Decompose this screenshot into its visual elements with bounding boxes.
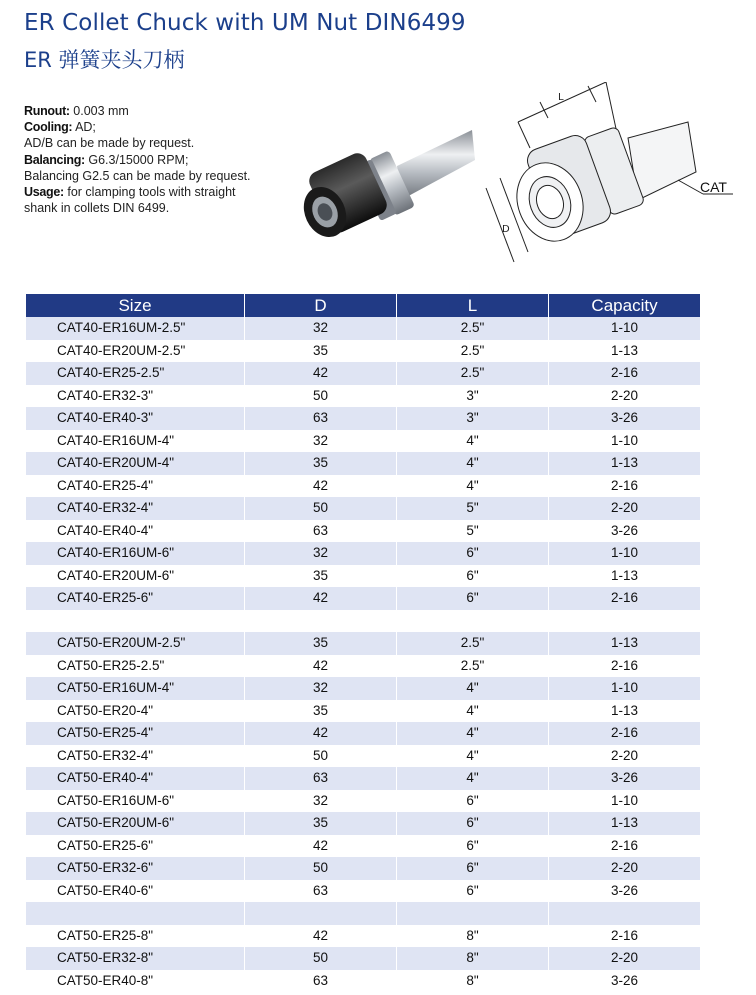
cell-capacity <box>548 902 700 925</box>
spec-table <box>26 294 700 992</box>
cell-d: 35 <box>244 812 396 835</box>
cell-size: CAT50-ER32-8" <box>26 947 244 970</box>
table-row <box>26 497 700 520</box>
cell-size: CAT50-ER25-8" <box>26 925 244 948</box>
cell-capacity: 2-16 <box>548 722 700 745</box>
cell-l: 4" <box>396 677 548 700</box>
table-row <box>26 430 700 453</box>
cell-l: 4" <box>396 745 548 768</box>
cell-d: 32 <box>244 542 396 565</box>
column-header-l: L <box>396 294 548 317</box>
cell-size: CAT40-ER20UM-4" <box>26 452 244 475</box>
cell-l: 4" <box>396 452 548 475</box>
cell-d: 63 <box>244 970 396 993</box>
cell-d: 50 <box>244 947 396 970</box>
table-row <box>26 925 700 948</box>
cell-l: 2.5" <box>396 340 548 363</box>
cell-d: 32 <box>244 317 396 340</box>
runout-value: 0.003 mm <box>69 104 129 118</box>
column-header-capacity: Capacity <box>548 294 700 317</box>
cell-size: CAT40-ER20UM-2.5" <box>26 340 244 363</box>
cell-d: 42 <box>244 587 396 610</box>
cell-size: CAT50-ER40-8" <box>26 970 244 993</box>
cell-capacity: 2-20 <box>548 745 700 768</box>
cell-l: 2.5" <box>396 317 548 340</box>
table-row <box>26 340 700 363</box>
table-row <box>26 362 700 385</box>
cell-capacity: 1-13 <box>548 812 700 835</box>
cell-d: 35 <box>244 565 396 588</box>
cell-l: 6" <box>396 835 548 858</box>
table-row <box>26 610 700 633</box>
table-row <box>26 475 700 498</box>
cell-d: 35 <box>244 700 396 723</box>
usage-label: Usage: <box>24 185 64 200</box>
cell-size: CAT50-ER25-4" <box>26 722 244 745</box>
runout-label: Runout: <box>24 104 70 118</box>
cell-capacity: 1-10 <box>548 790 700 813</box>
cell-l: 2.5" <box>396 362 548 385</box>
cell-d <box>244 902 396 925</box>
spec-notes <box>24 103 294 216</box>
table-row <box>26 542 700 565</box>
cell-l: 8" <box>396 947 548 970</box>
cell-size: CAT50-ER25-2.5" <box>26 655 244 678</box>
dimension-d-label: D <box>502 224 510 235</box>
cell-size: CAT40-ER16UM-2.5" <box>26 317 244 340</box>
cell-l: 4" <box>396 767 548 790</box>
cell-d: 42 <box>244 722 396 745</box>
balancing-value: G6.3/15000 RPM; <box>84 152 189 167</box>
cell-capacity: 3-26 <box>548 407 700 430</box>
cell-size: CAT40-ER32-3" <box>26 385 244 408</box>
cooling-label: Cooling: <box>24 120 73 135</box>
cell-l: 6" <box>396 587 548 610</box>
cell-size: CAT40-ER25-2.5" <box>26 362 244 385</box>
cell-capacity: 3-26 <box>548 970 700 993</box>
cell-d: 35 <box>244 340 396 363</box>
cell-capacity: 2-20 <box>548 385 700 408</box>
cell-d: 42 <box>244 835 396 858</box>
cell-capacity: 2-16 <box>548 925 700 948</box>
table-row <box>26 452 700 475</box>
table-row <box>26 902 700 925</box>
cell-capacity: 2-16 <box>548 475 700 498</box>
cell-size: CAT50-ER40-6" <box>26 880 244 903</box>
cell-d: 32 <box>244 430 396 453</box>
cell-l: 6" <box>396 790 548 813</box>
cell-size: CAT50-ER20UM-2.5" <box>26 632 244 655</box>
table-header-row <box>26 294 700 317</box>
cell-d: 32 <box>244 677 396 700</box>
cell-d: 42 <box>244 925 396 948</box>
cell-capacity: 1-10 <box>548 430 700 453</box>
table-row <box>26 407 700 430</box>
table-row <box>26 722 700 745</box>
cell-capacity: 2-20 <box>548 947 700 970</box>
cell-d: 63 <box>244 520 396 543</box>
table-row <box>26 767 700 790</box>
cell-l: 8" <box>396 970 548 993</box>
cell-d: 50 <box>244 385 396 408</box>
cell-l: 8" <box>396 925 548 948</box>
cell-d: 50 <box>244 857 396 880</box>
column-header-d: D <box>244 294 396 317</box>
cooling-note: AD/B can be made by request. <box>24 136 195 151</box>
balancing-note: Balancing G2.5 can be made by request. <box>24 168 251 183</box>
cat-taper-label: CAT <box>700 179 727 195</box>
cell-capacity: 1-13 <box>548 632 700 655</box>
cell-l: 4" <box>396 722 548 745</box>
balancing-label: Balancing: <box>24 152 85 167</box>
cell-d: 63 <box>244 880 396 903</box>
cell-size: CAT40-ER40-4" <box>26 520 244 543</box>
cell-l: 6" <box>396 857 548 880</box>
cell-size: CAT50-ER16UM-4" <box>26 677 244 700</box>
cell-l: 4" <box>396 700 548 723</box>
cell-size: CAT40-ER25-4" <box>26 475 244 498</box>
cell-d: 50 <box>244 497 396 520</box>
cell-d: 32 <box>244 790 396 813</box>
cooling-value: AD; <box>72 120 96 135</box>
cell-l: 5" <box>396 520 548 543</box>
cell-l: 6" <box>396 565 548 588</box>
cell-size: CAT50-ER20UM-6" <box>26 812 244 835</box>
cell-capacity: 3-26 <box>548 880 700 903</box>
cell-capacity: 2-16 <box>548 587 700 610</box>
cell-d: 42 <box>244 655 396 678</box>
cell-l: 6" <box>396 812 548 835</box>
runout-line <box>24 103 294 119</box>
column-header-size: Size <box>26 294 244 317</box>
table-row <box>26 632 700 655</box>
table-row <box>26 857 700 880</box>
cell-d: 63 <box>244 407 396 430</box>
product-photo <box>297 120 477 250</box>
cell-l: 3" <box>396 385 548 408</box>
table-row <box>26 700 700 723</box>
page-subtitle-chinese: ER 弹簧夹头刀柄 <box>24 48 185 72</box>
cell-size: CAT50-ER32-4" <box>26 745 244 768</box>
usage-line <box>24 184 294 200</box>
cell-capacity: 2-16 <box>548 655 700 678</box>
cell-size <box>26 610 244 633</box>
cell-capacity: 1-10 <box>548 677 700 700</box>
cell-l: 4" <box>396 475 548 498</box>
cell-d: 35 <box>244 452 396 475</box>
balancing-line <box>24 152 294 168</box>
cell-capacity: 2-16 <box>548 362 700 385</box>
cell-capacity: 3-26 <box>548 520 700 543</box>
cell-l: 2.5" <box>396 655 548 678</box>
cell-size: CAT50-ER20-4" <box>26 700 244 723</box>
cell-capacity: 1-10 <box>548 542 700 565</box>
cell-size: CAT40-ER40-3" <box>26 407 244 430</box>
table-row <box>26 655 700 678</box>
cell-capacity: 1-13 <box>548 340 700 363</box>
table-row <box>26 790 700 813</box>
cell-capacity: 1-13 <box>548 700 700 723</box>
usage-value: for clamping tools with straight <box>63 185 236 200</box>
cell-l: 6" <box>396 542 548 565</box>
cell-d <box>244 610 396 633</box>
cell-l: 6" <box>396 880 548 903</box>
cell-size <box>26 902 244 925</box>
table-row <box>26 385 700 408</box>
table-row <box>26 812 700 835</box>
cell-size: CAT50-ER25-6" <box>26 835 244 858</box>
cell-size: CAT40-ER25-6" <box>26 587 244 610</box>
cell-l: 3" <box>396 407 548 430</box>
cell-size: CAT40-ER20UM-6" <box>26 565 244 588</box>
cell-l <box>396 610 548 633</box>
page-title: ER Collet Chuck with UM Nut DIN6499 <box>24 10 466 36</box>
cell-d: 42 <box>244 475 396 498</box>
table-row <box>26 317 700 340</box>
table-row <box>26 587 700 610</box>
cell-d: 63 <box>244 767 396 790</box>
table-row <box>26 880 700 903</box>
cell-capacity <box>548 610 700 633</box>
cell-l: 2.5" <box>396 632 548 655</box>
cell-size: CAT50-ER16UM-6" <box>26 790 244 813</box>
table-body <box>26 317 700 992</box>
cooling-line <box>24 119 294 135</box>
technical-drawing <box>478 82 736 272</box>
table-row <box>26 947 700 970</box>
table-row <box>26 677 700 700</box>
table-row <box>26 745 700 768</box>
cell-size: CAT50-ER40-4" <box>26 767 244 790</box>
cell-size: CAT40-ER32-4" <box>26 497 244 520</box>
usage-value-continued: shank in collets DIN 6499. <box>24 201 170 216</box>
cell-capacity: 1-13 <box>548 565 700 588</box>
cell-l: 5" <box>396 497 548 520</box>
cell-capacity: 2-20 <box>548 857 700 880</box>
cell-l <box>396 902 548 925</box>
table-row <box>26 970 700 993</box>
cell-capacity: 1-10 <box>548 317 700 340</box>
cell-size: CAT40-ER16UM-6" <box>26 542 244 565</box>
cell-d: 35 <box>244 632 396 655</box>
dimension-l-label: L <box>558 92 564 103</box>
cell-size: CAT50-ER32-6" <box>26 857 244 880</box>
table-row <box>26 835 700 858</box>
cell-d: 42 <box>244 362 396 385</box>
cell-l: 4" <box>396 430 548 453</box>
cell-d: 50 <box>244 745 396 768</box>
table-row <box>26 565 700 588</box>
table-row <box>26 520 700 543</box>
cell-size: CAT40-ER16UM-4" <box>26 430 244 453</box>
cell-capacity: 2-16 <box>548 835 700 858</box>
cell-capacity: 1-13 <box>548 452 700 475</box>
cell-capacity: 3-26 <box>548 767 700 790</box>
cell-capacity: 2-20 <box>548 497 700 520</box>
